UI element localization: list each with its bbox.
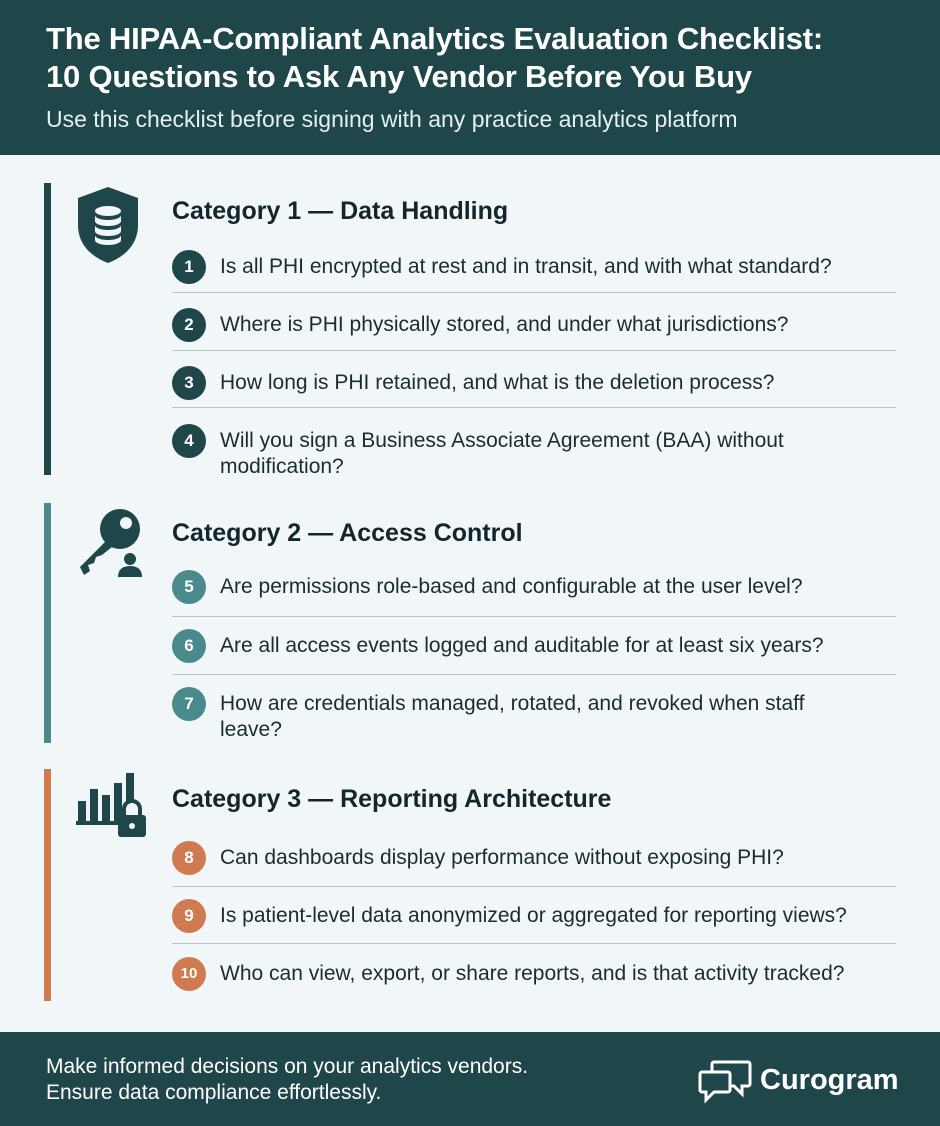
category-title: Category 3 — Reporting Architecture bbox=[172, 785, 612, 813]
key-user-icon bbox=[74, 505, 150, 581]
question-number-badge: 3 bbox=[172, 366, 206, 400]
question-number-badge: 6 bbox=[172, 629, 206, 663]
divider bbox=[172, 292, 896, 293]
divider bbox=[172, 943, 896, 944]
question-text: Who can view, export, or share reports, and is that activity tracked? bbox=[220, 962, 845, 985]
question-item bbox=[172, 957, 896, 1001]
question-text: Is all PHI encrypted at rest and in transit, and with what standard? bbox=[220, 255, 832, 278]
category-accent-bar bbox=[44, 769, 51, 1001]
question-item bbox=[172, 366, 896, 424]
category-title: Category 1 — Data Handling bbox=[172, 197, 509, 225]
question-number-badge: 9 bbox=[172, 899, 206, 933]
question-number-badge: 2 bbox=[172, 308, 206, 342]
question-text: Are all access events logged and auditable for at least six years? bbox=[220, 634, 824, 657]
brand-name: Curogram bbox=[760, 1064, 899, 1096]
shield-database-icon bbox=[74, 185, 142, 265]
question-item bbox=[172, 250, 896, 308]
question-text: Will you sign a Business Associate Agreement (BAA) without modification? bbox=[220, 429, 784, 478]
question-item bbox=[172, 899, 896, 957]
question-number-badge: 7 bbox=[172, 687, 206, 721]
title-line-1: The HIPAA-Compliant Analytics Evaluation Checklist: bbox=[46, 21, 823, 56]
divider bbox=[172, 886, 896, 887]
question-number-badge: 5 bbox=[172, 570, 206, 604]
question-text: How long is PHI retained, and what is the deletion process? bbox=[220, 371, 775, 394]
page-title bbox=[46, 20, 916, 96]
question-item bbox=[172, 424, 896, 476]
category-title: Category 2 — Access Control bbox=[172, 519, 523, 547]
question-number-badge: 8 bbox=[172, 841, 206, 875]
footer-message: Make informed decisions on your analytics vendors. Ensure data compliance effortlessly. bbox=[46, 1055, 529, 1104]
category-reporting-architecture bbox=[44, 769, 904, 1001]
divider bbox=[172, 407, 896, 408]
category-access-control bbox=[44, 503, 904, 743]
question-item bbox=[172, 687, 896, 743]
question-text: Are permissions role-based and configurable at the user level? bbox=[220, 575, 803, 598]
divider bbox=[172, 616, 896, 617]
chat-bubbles-icon bbox=[698, 1060, 752, 1104]
question-number-badge: 4 bbox=[172, 424, 206, 458]
question-item bbox=[172, 570, 896, 628]
question-item bbox=[172, 308, 896, 366]
header-banner bbox=[0, 0, 940, 155]
question-number-badge: 10 bbox=[172, 957, 206, 991]
question-item bbox=[172, 629, 896, 687]
divider bbox=[172, 674, 896, 675]
question-text: Where is PHI physically stored, and under what jurisdictions? bbox=[220, 313, 789, 336]
title-line-2: 10 Questions to Ask Any Vendor Before You Buy bbox=[46, 59, 752, 94]
question-number-badge: 1 bbox=[172, 250, 206, 284]
divider bbox=[172, 350, 896, 351]
bar-chart-lock-icon bbox=[74, 771, 150, 841]
footer-banner bbox=[0, 1032, 940, 1126]
question-text: Is patient-level data anonymized or aggregated for reporting views? bbox=[220, 904, 847, 927]
brand-logo bbox=[698, 1060, 918, 1104]
category-data-handling bbox=[44, 183, 904, 478]
category-accent-bar bbox=[44, 183, 51, 475]
question-text: How are credentials managed, rotated, and revoked when staff leave? bbox=[220, 692, 805, 741]
category-accent-bar bbox=[44, 503, 51, 743]
question-item bbox=[172, 841, 896, 899]
question-text: Can dashboards display performance without exposing PHI? bbox=[220, 846, 784, 869]
page-subtitle: Use this checklist before signing with any practice analytics platform bbox=[46, 106, 738, 132]
